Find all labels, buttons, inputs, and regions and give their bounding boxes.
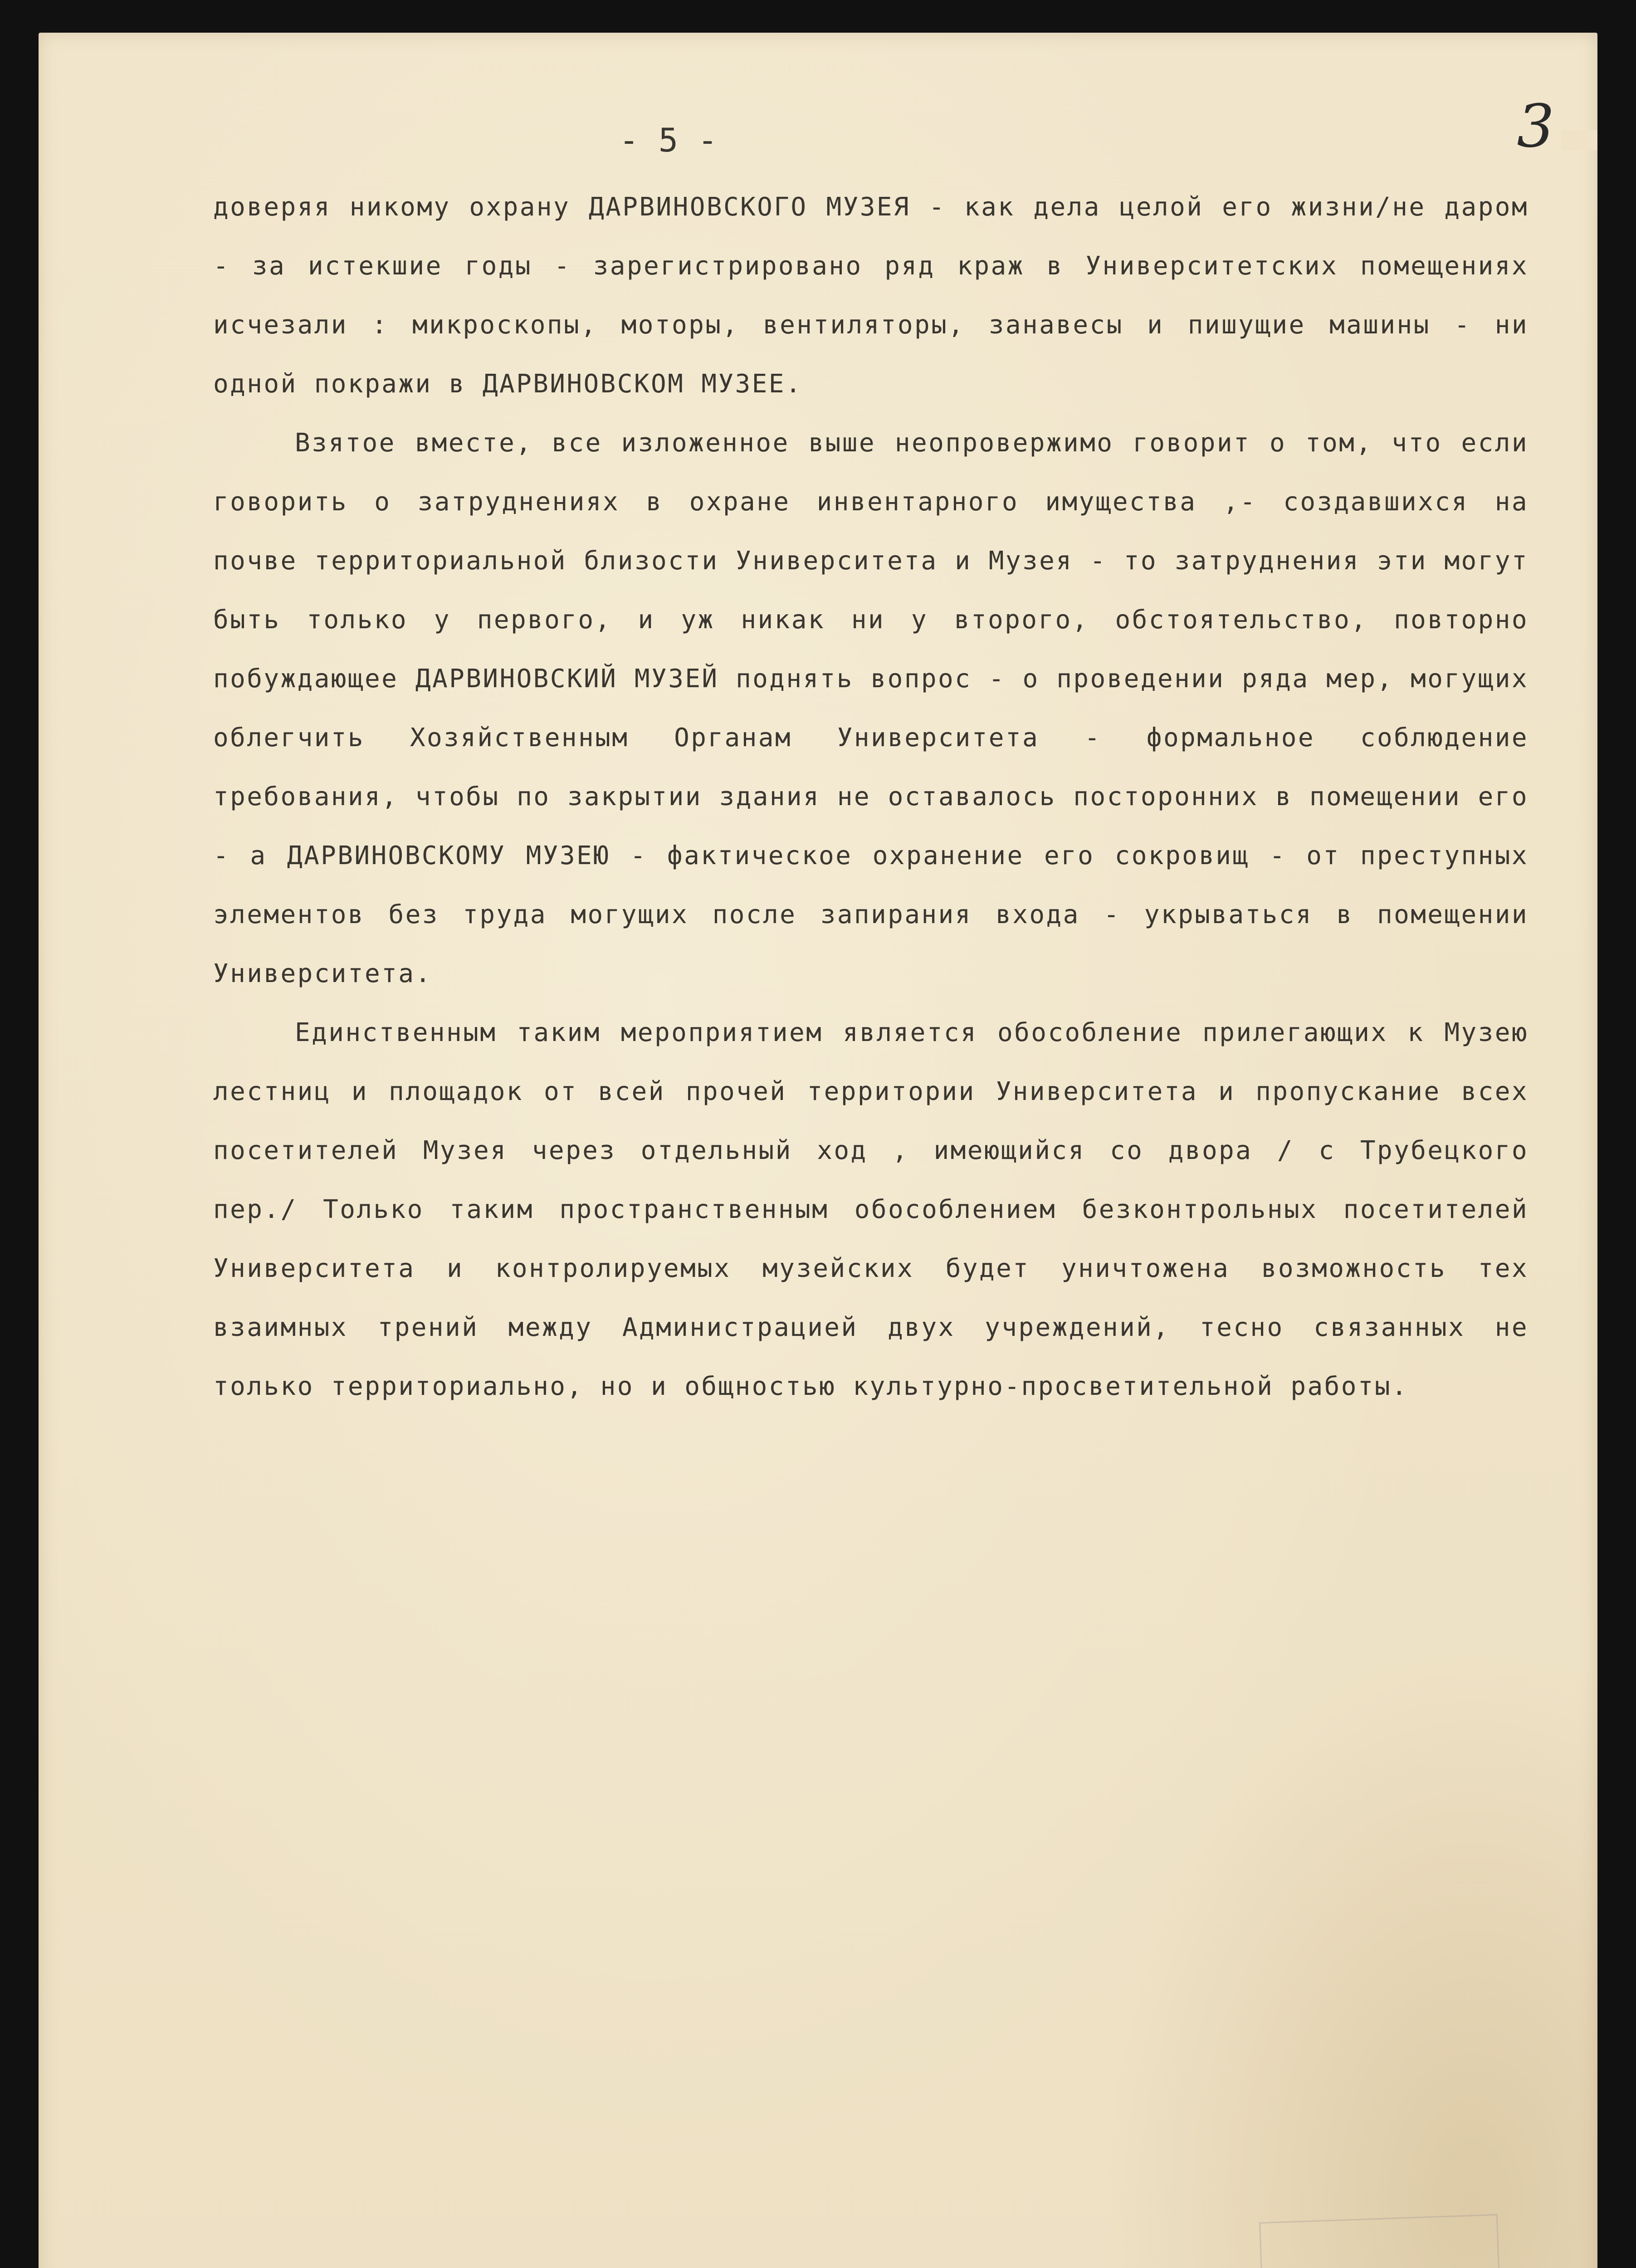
archive-stamp <box>1259 2214 1501 2268</box>
paper-edge-tab <box>1561 130 1597 151</box>
typed-text-body <box>213 178 1529 1416</box>
paragraph-2: Взятое вместе, все изложенное выше неопровержимо говорит о том, что если говорить о затруднениях в охране инвентарного имущества ,- создавшихся на почве территориальной близости Университета и Музея - то затруднения эти могут быть только у первого, и уж никак ни у второго, обстоятельство, повторно побуждающее ДАРВИНОВСКИЙ МУЗЕЙ поднять вопрос - о проведении ряда мер, могущих облегчить Хозяйственным Органам Университета - формальное соблюдение требования, чтобы по закрытии здания не оставалось посторонних в помещении его - а ДАРВИНОВСКОМУ МУЗЕЮ - фактическое охранение его сокровищ - от преступных элементов без труда могущих после запирания входа - укрываться в помещении Университета. <box>213 428 1529 988</box>
paragraph-3: Единственным таким мероприятием является обособление прилегающих к Музею лестниц и площадок от всей прочей территории Университета и пропускание всех посетителей Музея через отдельный ход , имеющийся со двора / с Трубецкого пер./ Только таким пространственным обособлением безконтрольных посетителей Университета и контролируемых музейских будет уничтожена возможность тех взаимных трений между Администрацией двух учреждений, тесно связанных не только территориально, но и общностью культурно-просветительной работы. <box>213 1018 1529 1401</box>
page-number: - 5 - <box>619 121 718 159</box>
document-page <box>39 33 1597 2268</box>
paragraph-1: доверяя никому охрану ДАРВИНОВСКОГО МУЗЕЯ - как дела целой его жизни/не даром - за истекшие годы - зарегистрировано ряд краж в Университетских помещениях исчезали : микроскопы, моторы, вентиляторы, занавесы и пишущие машины - ни одной покражи в ДАРВИНОВСКОМ МУЗЕЕ. <box>213 192 1529 399</box>
folio-number: 3 <box>1517 92 1554 161</box>
